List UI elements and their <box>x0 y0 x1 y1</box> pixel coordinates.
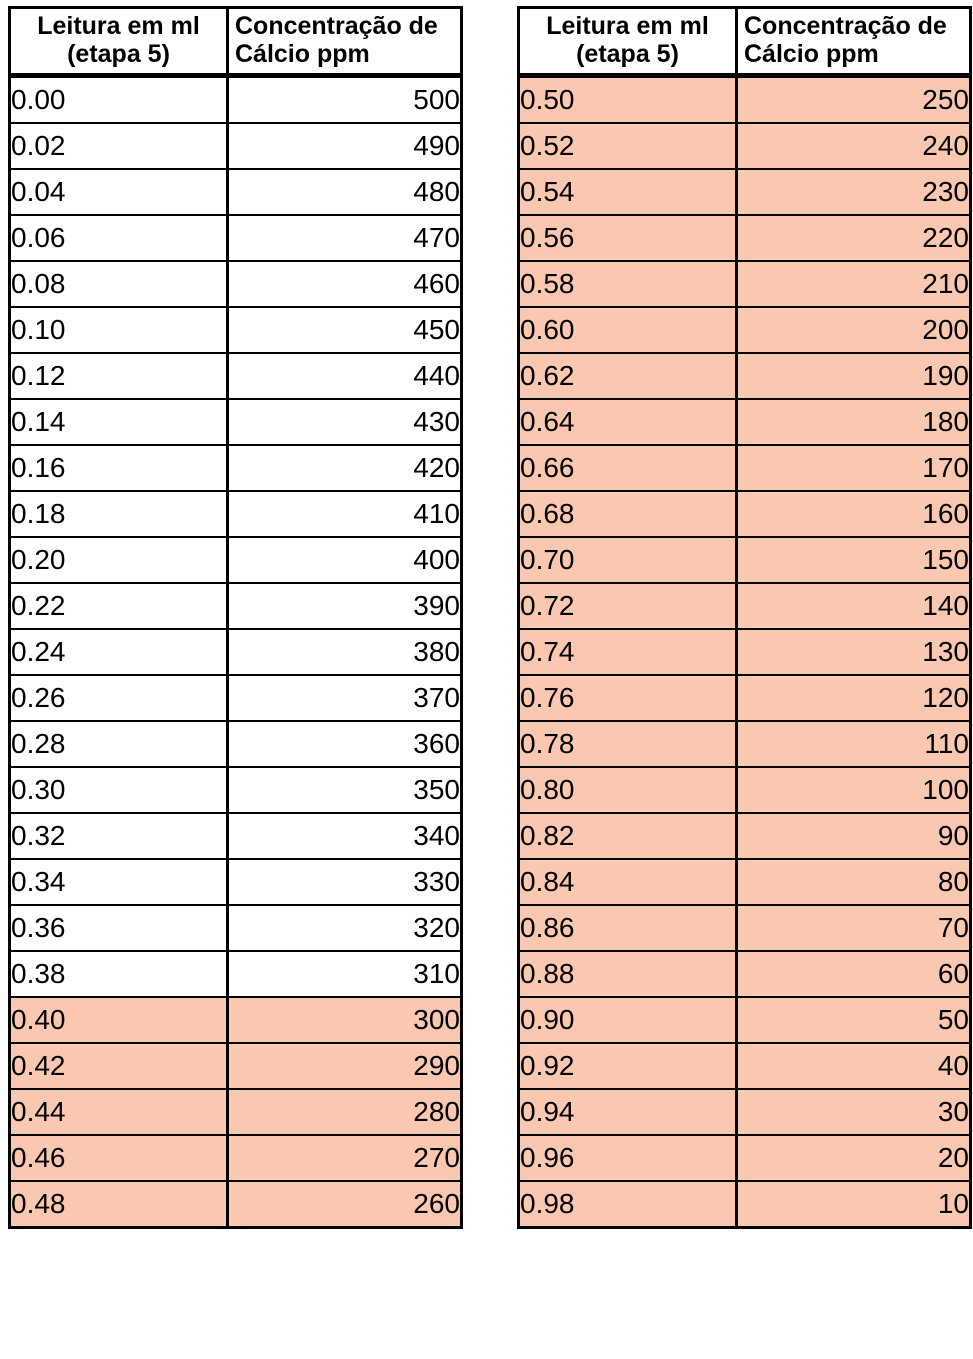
cell-concentration: 110 <box>737 721 971 767</box>
cell-reading: 0.76 <box>519 675 737 721</box>
table-row <box>10 215 462 261</box>
table-row <box>519 951 971 997</box>
cell-concentration: 500 <box>228 76 462 124</box>
table-row <box>10 307 462 353</box>
cell-reading: 0.42 <box>10 1043 228 1089</box>
table-row <box>10 445 462 491</box>
cell-reading: 0.82 <box>519 813 737 859</box>
table-row <box>519 721 971 767</box>
table-row <box>10 1043 462 1089</box>
cell-reading: 0.92 <box>519 1043 737 1089</box>
cell-reading: 0.32 <box>10 813 228 859</box>
table-row <box>519 353 971 399</box>
cell-concentration: 250 <box>737 76 971 124</box>
cell-concentration: 100 <box>737 767 971 813</box>
cell-concentration: 180 <box>737 399 971 445</box>
cell-reading: 0.22 <box>10 583 228 629</box>
cell-reading: 0.04 <box>10 169 228 215</box>
cell-reading: 0.36 <box>10 905 228 951</box>
cell-reading: 0.54 <box>519 169 737 215</box>
cell-concentration: 190 <box>737 353 971 399</box>
cell-concentration: 480 <box>228 169 462 215</box>
cell-concentration: 80 <box>737 859 971 905</box>
cell-reading: 0.80 <box>519 767 737 813</box>
table-row <box>519 261 971 307</box>
cell-concentration: 310 <box>228 951 462 997</box>
table-row <box>10 491 462 537</box>
table-row <box>10 859 462 905</box>
cell-reading: 0.88 <box>519 951 737 997</box>
cell-concentration: 10 <box>737 1181 971 1228</box>
cell-reading: 0.98 <box>519 1181 737 1228</box>
table-row <box>10 261 462 307</box>
table-row <box>519 169 971 215</box>
table-row <box>519 675 971 721</box>
cell-concentration: 470 <box>228 215 462 261</box>
table-row <box>519 813 971 859</box>
cell-reading: 0.56 <box>519 215 737 261</box>
table-row <box>519 123 971 169</box>
column-header-concentration: Concentração de Cálcio ppm <box>737 8 971 76</box>
table-header-row <box>519 8 971 76</box>
cell-reading: 0.30 <box>10 767 228 813</box>
table-row <box>10 721 462 767</box>
table-row <box>10 583 462 629</box>
table-row <box>519 859 971 905</box>
cell-concentration: 380 <box>228 629 462 675</box>
cell-reading: 0.06 <box>10 215 228 261</box>
cell-reading: 0.00 <box>10 76 228 124</box>
cell-concentration: 20 <box>737 1135 971 1181</box>
table-row <box>10 169 462 215</box>
table-row <box>519 767 971 813</box>
table-row <box>519 76 971 124</box>
cell-reading: 0.62 <box>519 353 737 399</box>
cell-reading: 0.46 <box>10 1135 228 1181</box>
cell-reading: 0.02 <box>10 123 228 169</box>
table-row <box>519 629 971 675</box>
cell-reading: 0.64 <box>519 399 737 445</box>
cell-reading: 0.52 <box>519 123 737 169</box>
cell-concentration: 270 <box>228 1135 462 1181</box>
cell-reading: 0.14 <box>10 399 228 445</box>
table-row <box>10 399 462 445</box>
cell-concentration: 420 <box>228 445 462 491</box>
column-header-reading: Leitura em ml (etapa 5) <box>519 8 737 76</box>
table-row <box>519 491 971 537</box>
cell-concentration: 400 <box>228 537 462 583</box>
cell-reading: 0.38 <box>10 951 228 997</box>
table-row <box>10 813 462 859</box>
cell-reading: 0.74 <box>519 629 737 675</box>
cell-concentration: 60 <box>737 951 971 997</box>
table-row <box>519 1043 971 1089</box>
cell-reading: 0.08 <box>10 261 228 307</box>
cell-reading: 0.90 <box>519 997 737 1043</box>
cell-reading: 0.40 <box>10 997 228 1043</box>
cell-concentration: 300 <box>228 997 462 1043</box>
cell-concentration: 430 <box>228 399 462 445</box>
cell-concentration: 210 <box>737 261 971 307</box>
column-header-concentration: Concentração de Cálcio ppm <box>228 8 462 76</box>
table-row <box>519 1135 971 1181</box>
table-row <box>519 1181 971 1228</box>
cell-reading: 0.34 <box>10 859 228 905</box>
cell-reading: 0.50 <box>519 76 737 124</box>
cell-reading: 0.66 <box>519 445 737 491</box>
cell-concentration: 460 <box>228 261 462 307</box>
table-row <box>519 997 971 1043</box>
cell-concentration: 220 <box>737 215 971 261</box>
cell-concentration: 390 <box>228 583 462 629</box>
cell-concentration: 70 <box>737 905 971 951</box>
cell-reading: 0.58 <box>519 261 737 307</box>
cell-concentration: 350 <box>228 767 462 813</box>
table-row <box>10 76 462 124</box>
table-row <box>519 215 971 261</box>
table-row <box>519 1089 971 1135</box>
cell-concentration: 40 <box>737 1043 971 1089</box>
table-row <box>10 905 462 951</box>
table-row <box>10 767 462 813</box>
cell-reading: 0.12 <box>10 353 228 399</box>
table-row <box>10 1135 462 1181</box>
table-row <box>519 399 971 445</box>
cell-concentration: 440 <box>228 353 462 399</box>
cell-concentration: 160 <box>737 491 971 537</box>
cell-concentration: 320 <box>228 905 462 951</box>
cell-concentration: 230 <box>737 169 971 215</box>
cell-concentration: 130 <box>737 629 971 675</box>
cell-reading: 0.18 <box>10 491 228 537</box>
cell-reading: 0.84 <box>519 859 737 905</box>
cell-concentration: 120 <box>737 675 971 721</box>
table-row <box>10 123 462 169</box>
cell-concentration: 140 <box>737 583 971 629</box>
cell-concentration: 360 <box>228 721 462 767</box>
cell-reading: 0.16 <box>10 445 228 491</box>
table-row <box>519 445 971 491</box>
right-table <box>517 6 972 1229</box>
cell-reading: 0.24 <box>10 629 228 675</box>
table-row <box>519 307 971 353</box>
cell-concentration: 450 <box>228 307 462 353</box>
table-row <box>519 905 971 951</box>
table-row <box>10 537 462 583</box>
table-row <box>10 1089 462 1135</box>
table-row <box>10 629 462 675</box>
cell-concentration: 30 <box>737 1089 971 1135</box>
cell-concentration: 200 <box>737 307 971 353</box>
cell-concentration: 50 <box>737 997 971 1043</box>
cell-concentration: 370 <box>228 675 462 721</box>
cell-concentration: 240 <box>737 123 971 169</box>
cell-reading: 0.28 <box>10 721 228 767</box>
table-header-row <box>10 8 462 76</box>
column-header-reading: Leitura em ml (etapa 5) <box>10 8 228 76</box>
cell-concentration: 490 <box>228 123 462 169</box>
cell-reading: 0.96 <box>519 1135 737 1181</box>
cell-concentration: 260 <box>228 1181 462 1228</box>
cell-reading: 0.26 <box>10 675 228 721</box>
cell-reading: 0.86 <box>519 905 737 951</box>
cell-reading: 0.60 <box>519 307 737 353</box>
cell-reading: 0.10 <box>10 307 228 353</box>
cell-reading: 0.70 <box>519 537 737 583</box>
cell-concentration: 290 <box>228 1043 462 1089</box>
cell-concentration: 150 <box>737 537 971 583</box>
cell-reading: 0.48 <box>10 1181 228 1228</box>
cell-concentration: 170 <box>737 445 971 491</box>
table-row <box>519 537 971 583</box>
table-row <box>10 951 462 997</box>
cell-concentration: 280 <box>228 1089 462 1135</box>
cell-reading: 0.20 <box>10 537 228 583</box>
cell-reading: 0.72 <box>519 583 737 629</box>
left-table <box>8 6 463 1229</box>
cell-concentration: 330 <box>228 859 462 905</box>
cell-concentration: 340 <box>228 813 462 859</box>
cell-reading: 0.78 <box>519 721 737 767</box>
cell-concentration: 410 <box>228 491 462 537</box>
table-row <box>10 997 462 1043</box>
cell-reading: 0.44 <box>10 1089 228 1135</box>
table-row <box>519 583 971 629</box>
table-row <box>10 353 462 399</box>
cell-reading: 0.68 <box>519 491 737 537</box>
table-row <box>10 675 462 721</box>
cell-reading: 0.94 <box>519 1089 737 1135</box>
table-row <box>10 1181 462 1228</box>
cell-concentration: 90 <box>737 813 971 859</box>
